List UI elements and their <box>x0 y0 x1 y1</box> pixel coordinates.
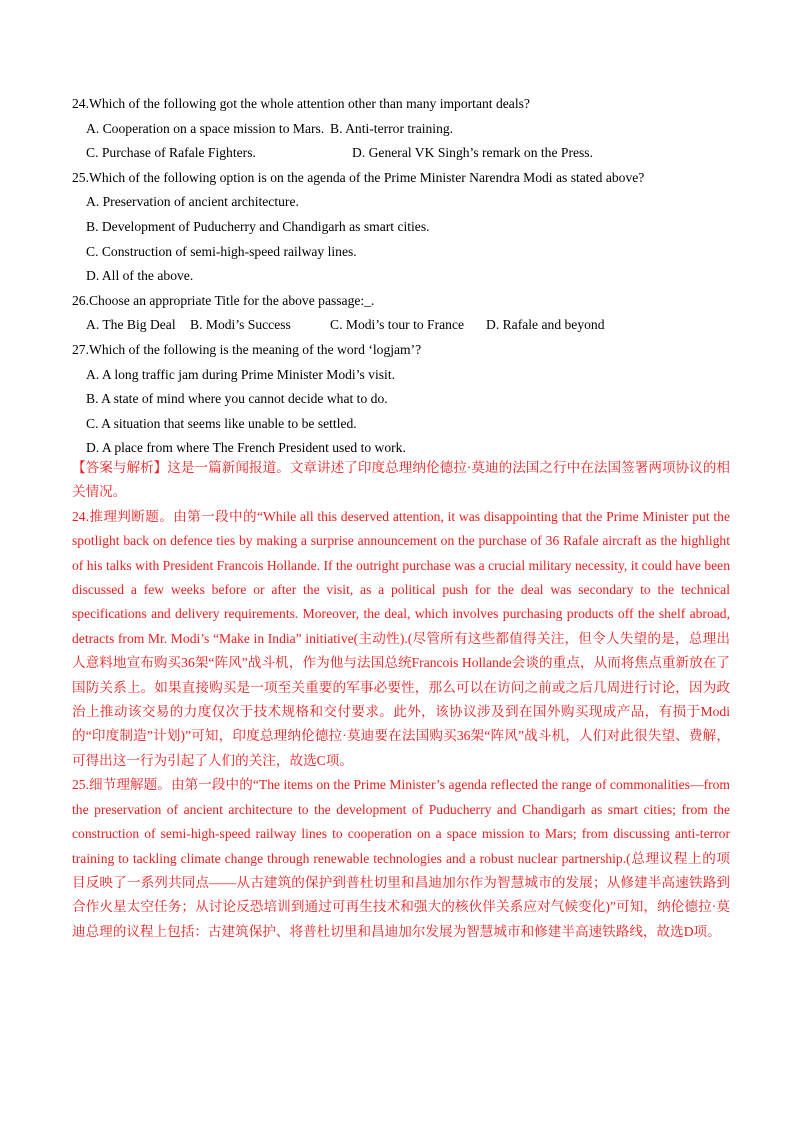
question-26-option-c: C. Modi’s tour to France <box>330 317 465 333</box>
question-25-option-b: B. Development of Puducherry and Chandigarh as smart cities. <box>86 218 430 234</box>
question-27-option-b: B. A state of mind where you cannot decide what to do. <box>86 391 388 407</box>
question-24-option-a: A. Cooperation on a space mission to Mars. <box>86 120 325 136</box>
question-26-option-b: B. Modi’s Success <box>190 317 291 333</box>
question-26-option-d: D. Rafale and beyond <box>486 317 605 333</box>
question-27-option-a: A. A long traffic jam during Prime Minister Modi’s visit. <box>86 366 395 382</box>
question-25-option-c: C. Construction of semi-high-speed railway lines. <box>86 243 357 259</box>
question-27-stem: 27.Which of the following is the meaning of the word ‘logjam’? <box>72 341 422 357</box>
question-26-stem: 26.Choose an appropriate Title for the above passage:_. <box>72 292 375 308</box>
question-25-stem: 25.Which of the following option is on the agenda of the Prime Minister Narendra Modi as stated above? <box>72 169 645 185</box>
question-24-options-row-1 <box>72 117 732 142</box>
question-list <box>72 92 732 461</box>
question-26-options-row <box>72 313 732 338</box>
question-25-option-d: D. All of the above. <box>86 268 194 284</box>
question-26-option-a: A. The Big Deal <box>86 317 176 333</box>
answer-explanation <box>72 456 730 944</box>
question-24-options-row-2 <box>72 141 732 166</box>
answer-25-explanation: 25.细节理解题。由第一段中的“The items on the Prime Minister’s agenda reflected the range of commonalities—from the preservation of ancient architecture to the development of Puducherry and Chandigarh as smart cities; from the construction of semi-high-speed railway lines to cooperation on a space mission to Mars; from discussing anti-terror training to tackling climate change through renewable technologies and a robust nuclear partnership.(总理议程上的项目反映了一系列共同点——从古建筑的保护到普杜切里和昌迪加尔作为智慧城市的发展；从修建半高速铁路到合作火星太空任务；从讨论反恐培训到通过可再生技术和强大的核伙伴关系应对气候变化)”可知，纳伦德拉·莫迪总理的议程上包括：古建筑保护、将普杜切里和昌迪加尔发展为智慧城市和修建半高速铁路线，故选D项。 <box>72 777 730 939</box>
question-24-option-d: D. General VK Singh’s remark on the Press. <box>352 145 593 161</box>
question-24-stem: 24.Which of the following got the whole attention other than many important deals? <box>72 96 530 111</box>
question-27-option-c: C. A situation that seems like unable to be settled. <box>86 415 357 431</box>
answer-24-explanation: 24.推理判断题。由第一段中的“While all this deserved attention, it was disappointing that the Prime Minister put the spotlight back on defence ties by making a surprise announcement on the purchase of 36 Rafale aircraft as the highlight of his talks with President Francois Hollande. If the outright purchase was a crucial military necessity, it could have been discussed a few weeks before or after the visit, as a political push for the deal was secondary to the technical specifications and delivery requirements. Moreover, the deal, which involves purchasing products off the shelf abroad, detracts from Mr. Modi’s “Make in India” initiative(主动性).(尽管所有这些都值得关注，但令人失望的是，总理出人意料地宣布购买36架“阵风”战斗机，作为他与法国总统Francois Hollande会谈的重点，从而将焦点重新放在了国防关系上。如果直接购买是一项至关重要的军事必要性，那么可以在访问之前或之后几周进行讨论，因为政治上推动该交易的力度仅次于技术规格和交付要求。此外，该协议涉及到在国外购买现成产品，有损于Modi的“印度制造”计划)”可知，印度总理纳伦德拉·莫迪要在法国购买36架“阵风”战斗机，人们对此很失望、费解，可得出这一行为引起了人们的关注，故选C项。 <box>72 508 730 768</box>
answer-intro: 【答案与解析】这是一篇新闻报道。文章讲述了印度总理纳伦德拉·莫迪的法国之行中在法国签署两项协议的相关情况。 <box>72 460 730 500</box>
question-27-option-d: D. A place from where The French President used to work. <box>86 440 406 456</box>
question-24-option-c: C. Purchase of Rafale Fighters. <box>86 145 256 161</box>
question-25-option-a: A. Preservation of ancient architecture. <box>86 194 299 210</box>
question-24-option-b: B. Anti-terror training. <box>330 120 454 136</box>
